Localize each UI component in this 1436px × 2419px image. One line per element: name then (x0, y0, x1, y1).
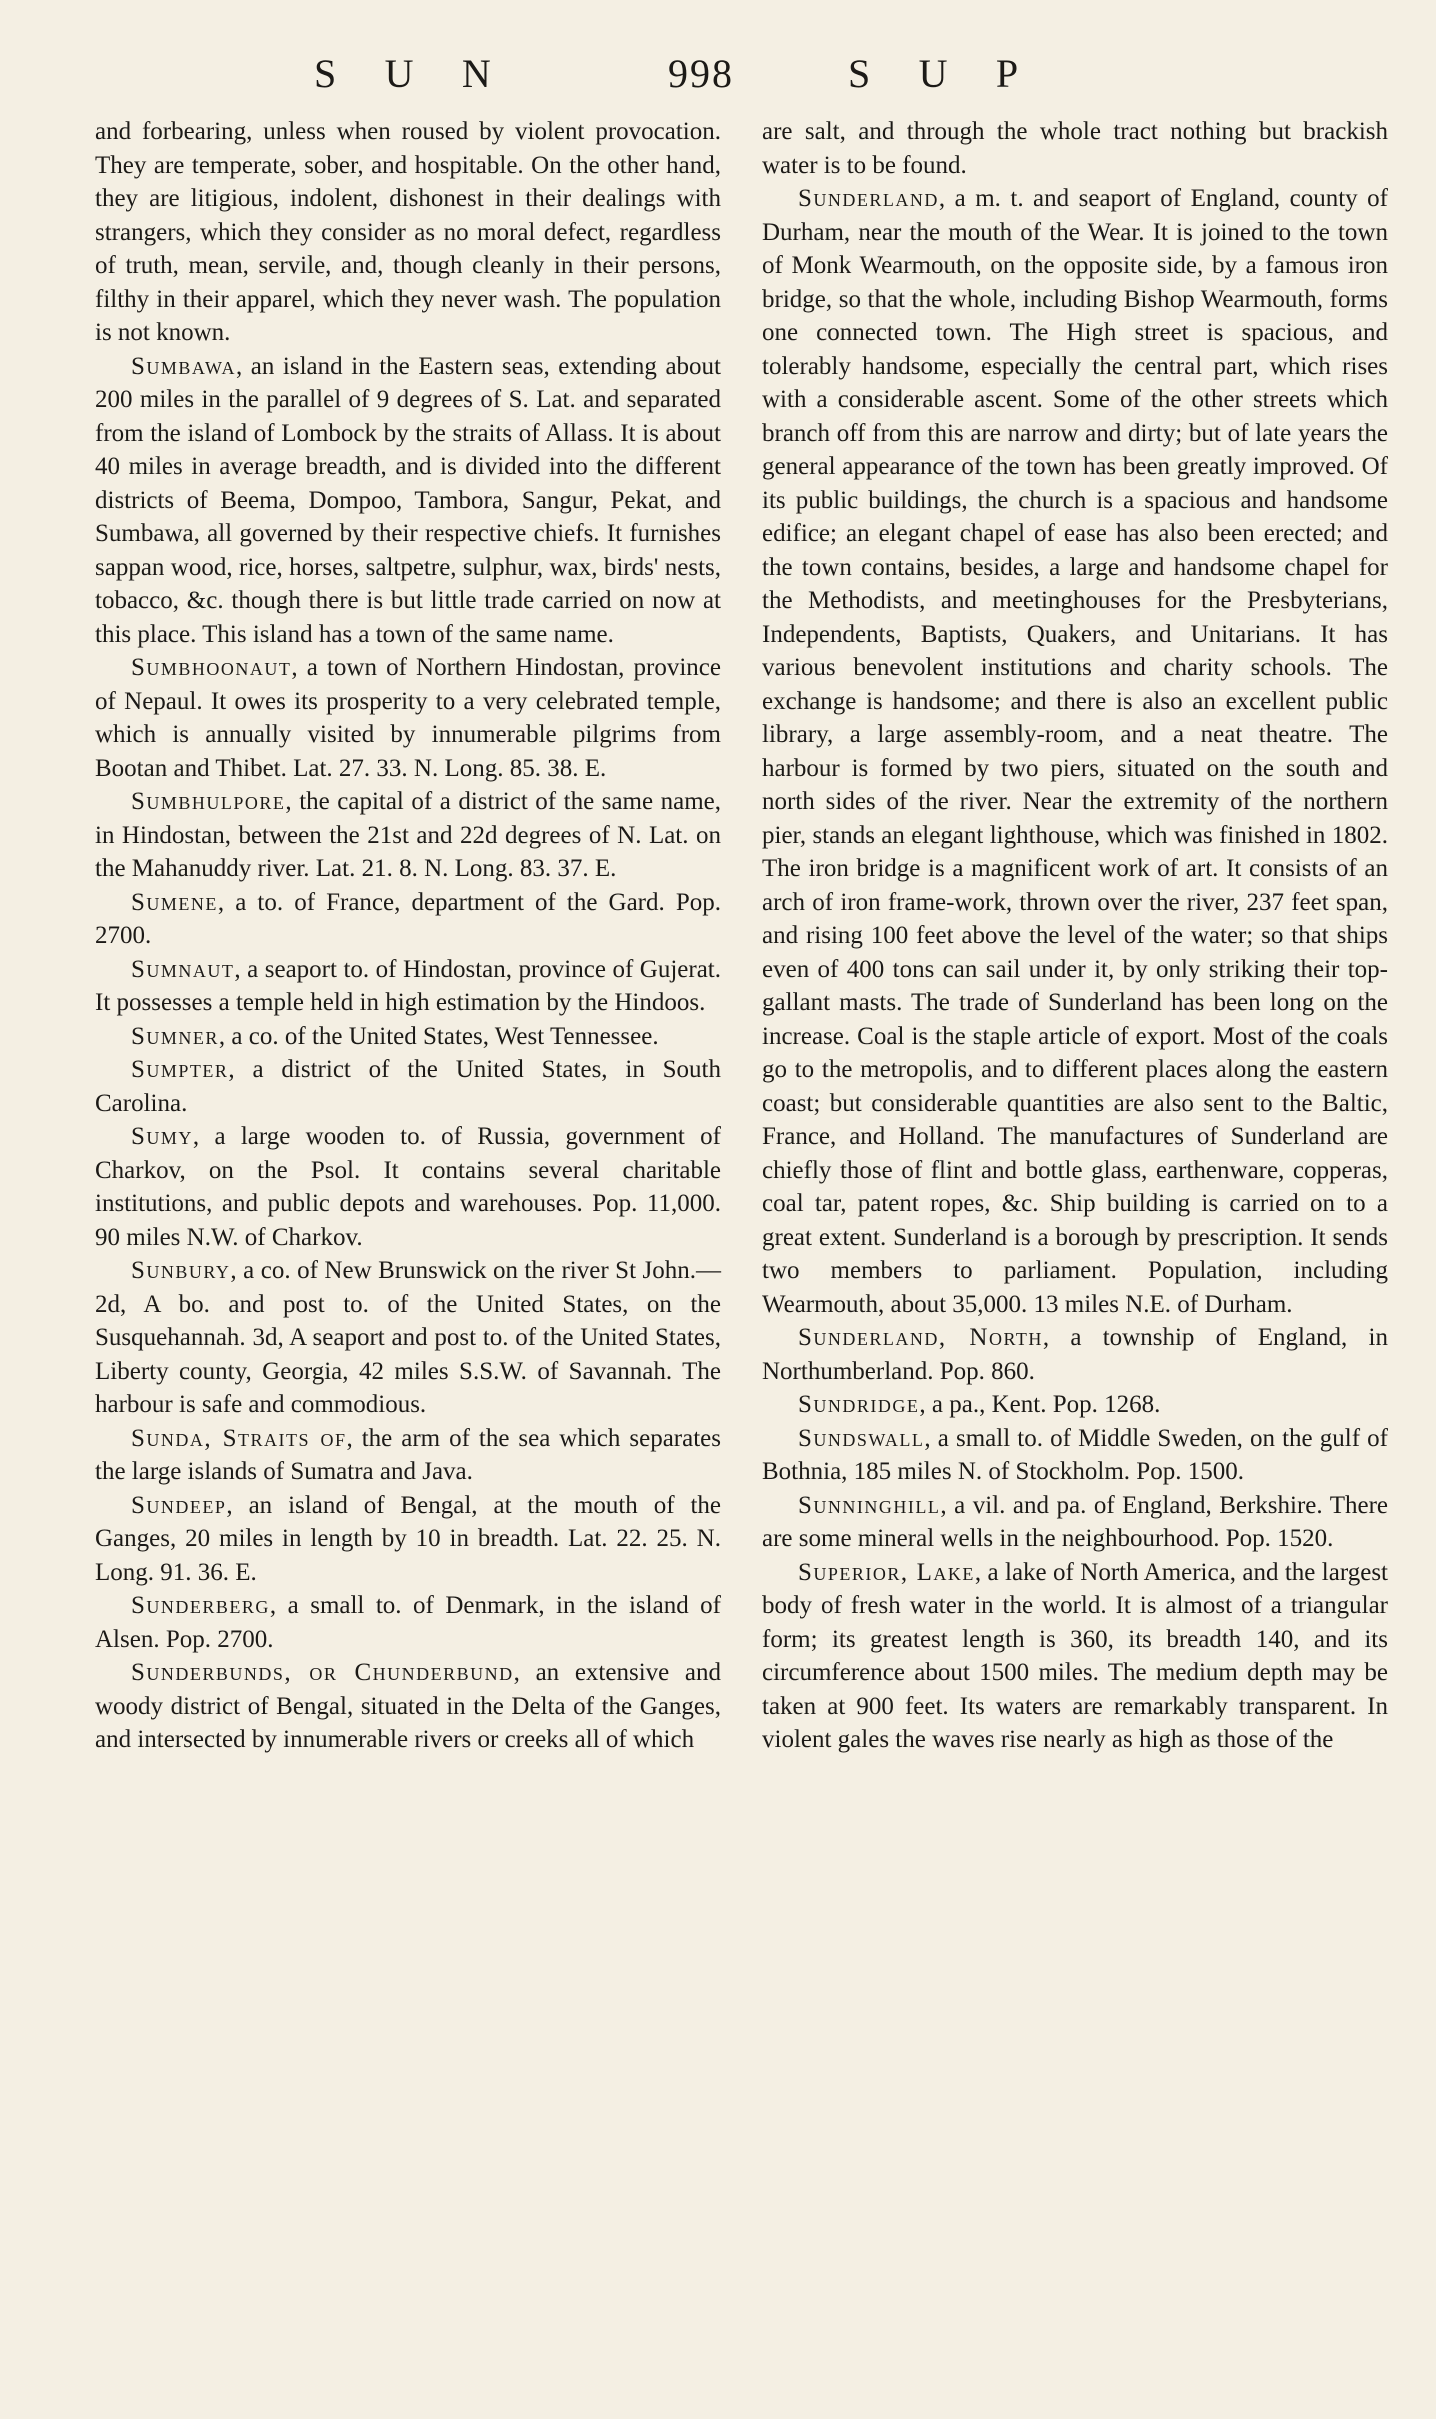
entry-headword: Sunbury (131, 1257, 231, 1284)
entry-text: , an island of Bengal, at the mouth of the Ganges, 20 miles in length by 10 in breadth. Lat. 22. 25. N. Long. 91. 36. E. (95, 1491, 721, 1586)
entry-headword: Sumner (131, 1022, 219, 1050)
entry-text: , a large wooden to. of Russia, government of Charkov, on the Psol. It contains several charitable institutions, and public depots and warehouses. Pop. 11,000. 90 miles N.W. of Charkov. (95, 1123, 721, 1251)
entry-headword: Sundswall (798, 1424, 925, 1452)
entry-headword: Sunderberg (131, 1592, 270, 1619)
entry-headword: Sumene (131, 888, 218, 916)
entry-paragraph (762, 1556, 1388, 1757)
entry-headword: Sumbawa (131, 352, 236, 380)
entry-text: , a co. of the United States, West Tennessee. (218, 1022, 659, 1050)
entry-paragraph (762, 182, 1388, 1321)
entry-paragraph (762, 1388, 1388, 1422)
header-left-guide: S U N (314, 51, 511, 96)
entry-headword: Sumbhoonaut (131, 654, 292, 681)
entry-text: , a lake of North America, and the largest body of fresh water in the world. It is almost of a triangular form; its greatest length is 360, its breadth 140, and its circumference about 1500 miles. The medium depth may be taken at 900 feet. Its waters are remarkably transparent. In violent gales the waves rise nearly as high as those of the (762, 1558, 1388, 1753)
entry-text: , a town of Northern Hindostan, province of Nepaul. It owes its prosperity to a very celebrated temple, which is annually visited by innumerable pilgrims from Bootan and Thibet. Lat. 27. 33. N. Long. 85. 38. E. (95, 654, 721, 782)
entry-headword: Sunderland (798, 185, 939, 212)
right-column (762, 115, 1388, 1757)
entry-paragraph (95, 651, 721, 785)
entry-text: , a small to. of Denmark, in the island of Alsen. Pop. 2700. (95, 1592, 721, 1653)
entry-text: , an island in the Eastern seas, extending about 200 miles in the parallel of 9 degrees of S. Lat. and separated from the island of Lombock by the straits of Allass. It is about 40 miles in average breadth, and is divided into the different districts of Beema, Dompoo, Tambora, Sangur, Pekat, and Sumbawa, all governed by their respective chiefs. It furnishes sappan wood, rice, horses, saltpetre, sulphur, wax, birds' nests, tobacco, &c. though there is but little trade carried on now at this place. This island has a town of the same name. (95, 352, 721, 648)
entry-headword: Sunninghill (798, 1491, 941, 1519)
entry-text: , a to. of France, department of the Gard. Pop. 2700. (95, 888, 721, 949)
entry-headword: Sundeep (131, 1491, 227, 1519)
entry-text: , a pa., Kent. Pop. 1268. (919, 1391, 1161, 1418)
entry-paragraph (762, 1321, 1388, 1388)
entry-text: , the arm of the sea which separates the large islands of Sumatra and Java. (95, 1424, 721, 1485)
entry-paragraph (95, 1422, 721, 1489)
entry-paragraph (95, 953, 721, 1020)
entry-headword: Superior, Lake (798, 1558, 975, 1586)
entry-paragraph (762, 1422, 1388, 1489)
entry-text: , a m. t. and seaport of England, county of Durham, near the mouth of the Wear. It is joined to the town of Monk Wearmouth, on the opposite side, by a famous iron bridge, so that the whole, including Bishop Wearmouth, forms one connected town. The High street is spacious, and tolerably handsome, especially the central part, which rises with a considerable ascent. Some of the other streets which branch off from this are narrow and dirty; but of late years the general appearance of the town has been greatly improved. Of its public buildings, the church is a spacious and handsome edifice; an elegant chapel of ease has also been erected; and the town contains, besides, a large and handsome chapel for the Methodists, and meetinghouses for the Presbyterians, Independents, Baptists, Quakers, and Unitarians. It has various benevolent institutions and charity schools. The exchange is handsome; and there is also an excellent public library, a large assembly-room, and a neat theatre. The harbour is formed by two piers, situated on the south and north sides of the river. Near the extremity of the northern pier, stands an elegant lighthouse, which was finished in 1802. The iron bridge is a magnificent work of art. It consists of an arch of iron frame-work, thrown over the river, 237 feet span, and rising 100 feet above the level of the water; so that ships even of 400 tons can sail under it, by only striking their top-gallant masts. The trade of Sunderland has been long on the increase. Coal is the staple article of export. Most of the coals go to the metropolis, and to different places along the eastern coast; but considerable quantities are also sent to the Baltic, France, and Holland. The manufactures of Sunderland are chiefly those of flint and bottle glass, earthenware, copperas, coal tar, patent ropes, &c. Ship building is carried on to a great extent. Sunderland is a borough by prescription. It sends two members to parliament. Population, including Wearmouth, about 35,000. 13 miles N.E. of Durham. (762, 185, 1388, 1318)
entry-text: and forbearing, unless when roused by violent provocation. They are temperate, sober, and hospitable. On the other hand, they are litigious, indolent, dishonest in their dealings with strangers, which they consider as no moral defect, regardless of truth, mean, servile, and, though cleanly in their persons, filthy in their apparel, which they never wash. The population is not known. (95, 118, 721, 346)
entry-text: , a township of England, in Northumberland. Pop. 860. (762, 1324, 1388, 1385)
entry-headword: Sumnaut (131, 955, 235, 983)
entry-paragraph (95, 1254, 721, 1422)
entry-paragraph (95, 1020, 721, 1054)
page-number: 998 (668, 51, 734, 96)
entry-headword: Sunderbunds, or Chunderbund (131, 1659, 514, 1686)
entry-paragraph (95, 886, 721, 953)
left-column (95, 115, 721, 1757)
entry-paragraph (95, 1053, 721, 1120)
entry-headword: Sunderland, North (798, 1324, 1043, 1351)
entry-text: , a small to. of Middle Sweden, on the gulf of Bothnia, 185 miles N. of Stockholm. Pop. 1500. (762, 1424, 1388, 1485)
entry-paragraph (95, 1120, 721, 1254)
entry-text: , a seaport to. of Hindostan, province of Gujerat. It possesses a temple held in high estimation by the Hindoos. (95, 955, 721, 1016)
entry-paragraph (762, 115, 1388, 182)
entry-headword: Sumy (131, 1123, 193, 1150)
entry-text: , a district of the United States, in South Carolina. (95, 1056, 721, 1117)
entry-paragraph (95, 1656, 721, 1757)
header-right-guide: S U P (848, 51, 1038, 96)
entry-paragraph (762, 1489, 1388, 1556)
entry-paragraph (95, 1489, 721, 1590)
entry-paragraph (95, 350, 721, 652)
entry-text: , an extensive and woody district of Bengal, situated in the Delta of the Ganges, and intersected by innumerable rivers or creeks all of which (95, 1659, 721, 1753)
running-header (0, 50, 1436, 110)
entry-paragraph (95, 115, 721, 350)
entry-text: , a vil. and pa. of England, Berkshire. There are some mineral wells in the neighbourhood. Pop. 1520. (762, 1491, 1388, 1552)
entry-headword: Sumpter (131, 1056, 229, 1083)
entry-text: are salt, and through the whole tract nothing but brackish water is to be found. (762, 118, 1388, 179)
entry-paragraph (95, 1589, 721, 1656)
entry-headword: Sunda, Straits of (131, 1424, 347, 1452)
entry-text: , the capital of a district of the same name, in Hindostan, between the 21st and 22d degrees of N. Lat. on the Mahanuddy river. Lat. 21. 8. N. Long. 83. 37. E. (95, 788, 721, 882)
entry-headword: Sumbhulpore (131, 788, 286, 815)
entry-paragraph (95, 785, 721, 886)
entry-headword: Sundridge (798, 1391, 920, 1418)
entry-text: , a co. of New Brunswick on the river St John.—2d, A bo. and post to. of the United States, on the Susquehannah. 3d, A seaport and post to. of the United States, Liberty county, Georgia, 42 miles S.S.W. of Savannah. The harbour is safe and commodious. (95, 1257, 721, 1418)
